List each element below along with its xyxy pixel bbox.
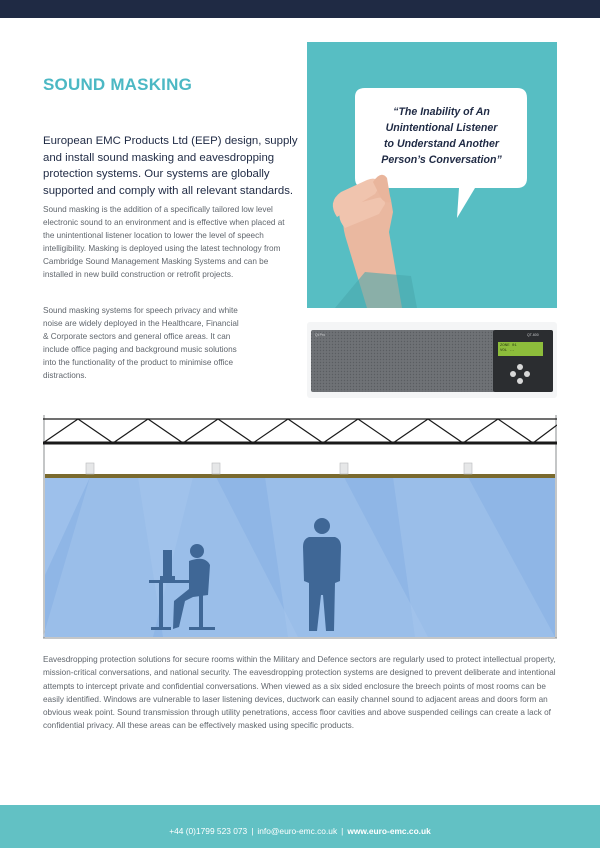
page-title: SOUND MASKING xyxy=(43,75,192,94)
truss-web xyxy=(43,419,557,443)
bubble-line-4: Person’s Conversation” xyxy=(381,154,502,166)
masking-emitter xyxy=(86,463,472,474)
footer-separator: | xyxy=(251,826,254,836)
bubble-line-2: Unintentional Listener xyxy=(385,122,498,134)
footer-phone: +44 (0)1799 523 073 xyxy=(169,826,248,836)
bubble-line-3: to Understand Another xyxy=(384,138,499,150)
controller-model: QT-600 xyxy=(527,333,539,337)
footer-website[interactable]: www.euro-emc.co.uk xyxy=(347,826,431,836)
controller-screen-line-2: VOL -- xyxy=(500,349,515,353)
controller-brand: Qt Pro xyxy=(315,333,326,337)
top-bar xyxy=(0,0,600,18)
body-paragraph-eavesdropping: Eavesdropping protection solutions for secure rooms within the Military and Defence sectors are regularly used to protect intellectual property, mission-critical conversations, and national security. The eavesdropping protection systems are designed to prevent deliberate and intentional attempts to intercept private and confidential conversations. When viewed as a six sided enclosure the breech points of most rooms can be easily identified. Windows are vulnerable to laser listening devices, ductwork can easily channel sound to adjacent areas and doors form an obvious weak point. Sound transmission through utility penetrations, access floor cavities and above suspended ceilings can create a lack of confidential privacy. All these areas can be effectively masked using specific products. xyxy=(43,655,556,731)
footer-email[interactable]: info@euro-emc.co.uk xyxy=(257,826,338,836)
lead-paragraph: European EMC Products Ltd (EEP) design, supply and install sound masking and eavesdropping protection systems. Our systems are globally supported and comply with all relevant standards. xyxy=(43,135,298,197)
sound-masking-controller xyxy=(307,322,557,398)
speech-bubble-illustration xyxy=(307,42,557,308)
controller-screen-line-1: ZONE 01 xyxy=(500,344,517,348)
speech-bubble-text xyxy=(359,104,524,168)
suspended-ceiling xyxy=(45,474,555,478)
footer-separator: | xyxy=(341,826,344,836)
sound-masking-room-diagram xyxy=(43,405,557,640)
room-diagram-svg xyxy=(43,405,557,640)
body-paragraph-privacy: Sound masking systems for speech privacy and white noise are widely deployed in the Healthcare, Financial & Corporate sectors and general office areas. It can include office paging and background music solutions into the functionality of the product to minimise office distractions. xyxy=(43,306,239,381)
speech-bubble-photo xyxy=(307,42,557,308)
controller-illustration xyxy=(307,322,557,398)
footer-contact xyxy=(0,826,600,836)
bubble-line-1: “The Inability of An xyxy=(393,106,490,118)
body-paragraph-masking: Sound masking is the addition of a specifically tailored low level electronic sound to an environment and is effective when placed at the unintentional listener location to lower the level of speech intelligibility. Masking is deployed using the latest technology from Cambridge Sound Management Masking Systems and can be installed in new build construction or retrofit projects. xyxy=(43,205,285,280)
